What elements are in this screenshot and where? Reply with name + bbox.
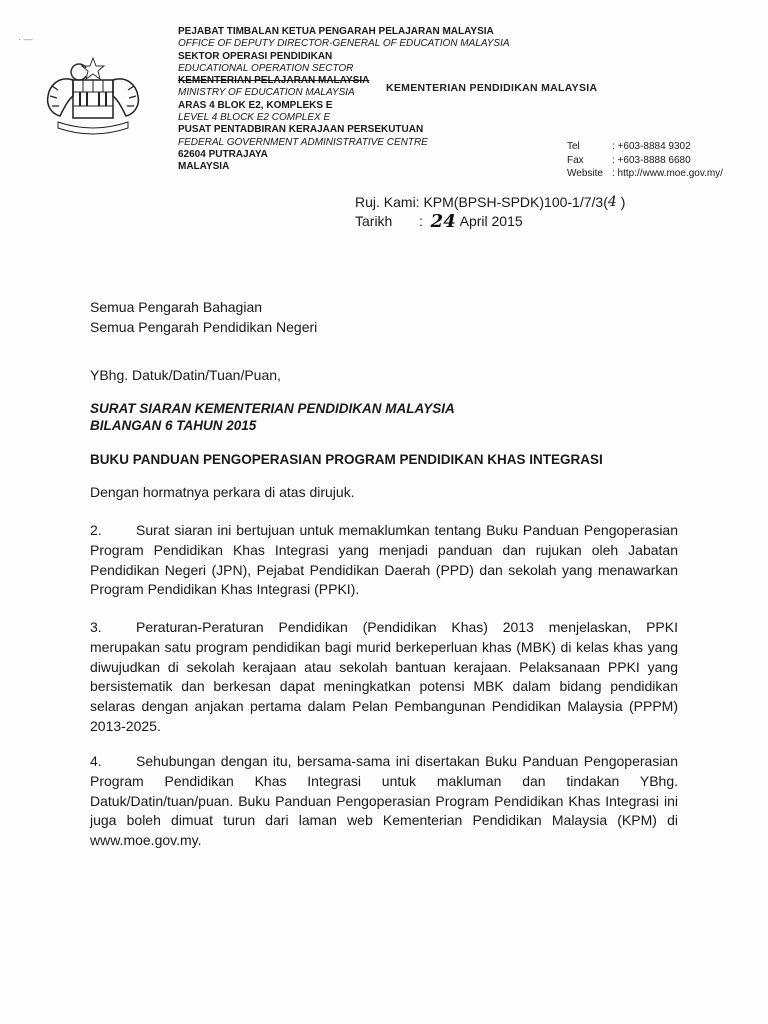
letterhead-line: FEDERAL GOVERNMENT ADMINISTRATIVE CENTRE	[178, 136, 428, 148]
fax-row	[567, 154, 723, 168]
paragraph-number: 4.	[90, 753, 102, 769]
salutation: YBhg. Datuk/Datin/Tuan/Puan,	[90, 367, 281, 383]
letterhead-line: OFFICE OF DEPUTY DIRECTOR-GENERAL OF EDUCATION MALAYSIA	[178, 38, 510, 50]
circular-heading	[90, 400, 678, 434]
ruj-row	[355, 193, 625, 212]
tel-label: Tel	[567, 141, 580, 152]
tarikh-row	[355, 212, 625, 231]
circular-number: BILANGAN 6 TAHUN 2015	[90, 418, 257, 433]
tel-row	[567, 140, 723, 154]
ruj-value: KPM(BPSH-SPDK)100-1/7/3(	[423, 194, 608, 210]
tel-value: : +603-8884 9302	[612, 141, 691, 152]
ruj-handwritten: 4	[607, 194, 617, 210]
recipients	[90, 298, 678, 338]
scan-mark: · —	[18, 34, 33, 44]
letterhead-line: MALAYSIA	[178, 161, 230, 173]
fax-label: Fax	[567, 154, 584, 166]
paragraph-4	[90, 752, 678, 851]
letterhead-line: 62604 PUTRAJAYA	[178, 148, 268, 160]
tarikh-label: Tarikh	[355, 213, 393, 229]
ministry-stamp: KEMENTERIAN PENDIDIKAN MALAYSIA	[386, 82, 598, 94]
letterhead-line: LEVEL 4 BLOCK E2 COMPLEX E	[178, 112, 331, 124]
website-value[interactable]: : http://www.moe.gov.my/	[612, 168, 723, 179]
opening-line: Dengan hormatnya perkara di atas dirujuk.	[90, 484, 355, 500]
paragraph-text: Surat siaran ini bertujuan untuk memaklumkan tentang Buku Panduan Pengoperasian Program Pendidikan Khas Integrasi yang menjadi panduan dan rujukan oleh Jabatan Pendidikan Negeri (JPN), Pejabat Pendidikan Daerah (PPD) dan sekolah yang menawarkan Program Pendidikan Khas Integrasi (PPKI).	[90, 522, 678, 598]
recipient-line: Semua Pengarah Pendidikan Negeri	[90, 318, 318, 335]
letterhead-line: SEKTOR OPERASI PENDIDIKAN	[178, 50, 333, 62]
coat-of-arms-icon	[38, 56, 148, 136]
reference-block	[355, 193, 625, 231]
paragraph-2	[90, 521, 678, 600]
paragraph-3	[90, 618, 678, 737]
website-row	[567, 167, 723, 181]
letterhead-line: PUSAT PENTADBIRAN KERAJAAN PERSEKUTUAN	[178, 124, 424, 136]
letterhead-line: PEJABAT TIMBALAN KETUA PENGARAH PELAJARAN MALAYSIA	[178, 26, 494, 37]
letterhead-line: MINISTRY OF EDUCATION MALAYSIA	[178, 87, 355, 99]
paragraph-text: Sehubungan dengan itu, bersama-sama ini disertakan Buku Panduan Pengoperasian Program Pendidikan Khas Integrasi untuk makluman dan tindakan YBhg. Datuk/Datin/tuan/puan. Buku Panduan Pengoperasian Program Pendidikan Khas Integrasi ini juga boleh dimuat turun dari laman web Kementerian Pendidikan Malaysia (KPM) di www.moe.gov.my.	[90, 753, 678, 849]
recipient-line: Semua Pengarah Bahagian	[90, 299, 263, 315]
tarikh-handwritten: 24	[430, 211, 456, 232]
subject-heading: BUKU PANDUAN PENGOPERASIAN PROGRAM PENDIDIKAN KHAS INTEGRASI	[90, 452, 603, 467]
tarikh-colon: :	[419, 213, 423, 229]
letterhead-line: ARAS 4 BLOK E2, KOMPLEKS E	[178, 99, 333, 111]
circular-title: SURAT SIARAN KEMENTERIAN PENDIDIKAN MALAYSIA	[90, 401, 455, 416]
paragraph-number: 2.	[90, 522, 102, 538]
paragraph-text: Peraturan-Peraturan Pendidikan (Pendidikan Khas) 2013 menjelaskan, PPKI merupakan satu program pendidikan bagi murid berkeperluan khas (MBK) di kelas khas yang diwujudkan di sekolah kerajaan atau sekolah bantuan kerajaan. Pelaksanaan PPKI yang bersistematik dan berkesan dapat meningkatkan potensi MBK dalam bidang pendidikan selaras dengan anjakan pertama dalam Pelan Pembangunan Pendidikan Malaysia (PPPM) 2013-2025.	[90, 619, 678, 734]
letterhead	[178, 26, 578, 174]
website-label: Website	[567, 168, 603, 179]
paragraph-number: 3.	[90, 619, 102, 635]
ruj-label: Ruj. Kami:	[355, 194, 420, 210]
letterhead-line: EDUCATIONAL OPERATION SECTOR	[178, 62, 354, 74]
tarikh-value: April 2015	[459, 213, 523, 229]
contact-block	[567, 140, 723, 181]
fax-value: : +603-8888 6680	[612, 154, 691, 166]
ruj-close: )	[620, 194, 626, 210]
letterhead-line: KEMENTERIAN PELAJARAN MALAYSIA	[178, 75, 370, 87]
